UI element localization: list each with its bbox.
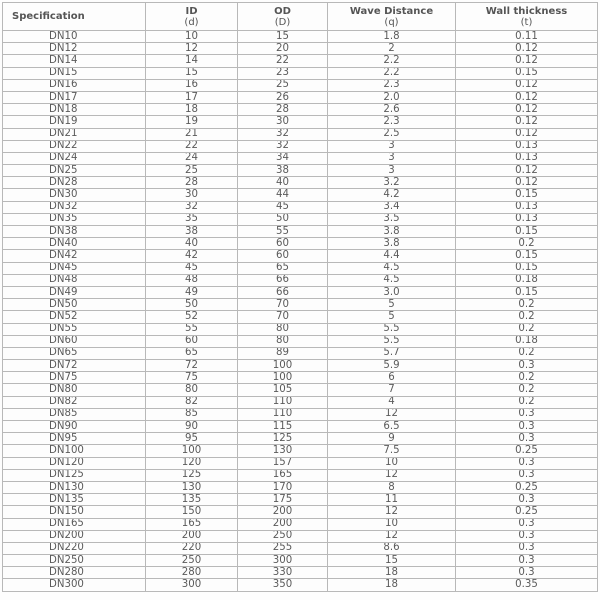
id-cell: 280 bbox=[146, 567, 238, 579]
specification-cell: DN220 bbox=[3, 542, 146, 554]
table-row bbox=[3, 140, 598, 152]
table-row bbox=[3, 396, 598, 408]
id-cell: 21 bbox=[146, 128, 238, 140]
wave-distance-cell: 3.8 bbox=[328, 238, 456, 250]
specification-cell: DN17 bbox=[3, 91, 146, 103]
wave-distance-cell: 18 bbox=[328, 567, 456, 579]
specification-cell: DN120 bbox=[3, 457, 146, 469]
table-row bbox=[3, 323, 598, 335]
table-row bbox=[3, 311, 598, 323]
wall-thickness-cell: 0.11 bbox=[456, 31, 598, 43]
wave-distance-cell: 2.0 bbox=[328, 91, 456, 103]
specification-cell: DN80 bbox=[3, 384, 146, 396]
id-cell: 72 bbox=[146, 360, 238, 372]
wave-distance-cell: 4.5 bbox=[328, 274, 456, 286]
wall-thickness-cell: 0.12 bbox=[456, 177, 598, 189]
table-row bbox=[3, 494, 598, 506]
id-cell: 85 bbox=[146, 408, 238, 420]
wave-distance-cell: 3.4 bbox=[328, 201, 456, 213]
id-cell: 55 bbox=[146, 323, 238, 335]
table-row bbox=[3, 555, 598, 567]
od-cell: 26 bbox=[238, 91, 328, 103]
specification-cell: DN40 bbox=[3, 238, 146, 250]
id-cell: 80 bbox=[146, 384, 238, 396]
wall-thickness-cell: 0.3 bbox=[456, 469, 598, 481]
od-cell: 34 bbox=[238, 152, 328, 164]
id-cell: 15 bbox=[146, 67, 238, 79]
id-cell: 75 bbox=[146, 372, 238, 384]
specification-cell: DN19 bbox=[3, 116, 146, 128]
id-cell: 35 bbox=[146, 213, 238, 225]
specification-cell: DN45 bbox=[3, 262, 146, 274]
od-cell: 250 bbox=[238, 530, 328, 542]
table-row bbox=[3, 55, 598, 67]
specification-cell: DN10 bbox=[3, 31, 146, 43]
table-row bbox=[3, 91, 598, 103]
table-row bbox=[3, 360, 598, 372]
table-row bbox=[3, 347, 598, 359]
specification-cell: DN165 bbox=[3, 518, 146, 530]
table-row bbox=[3, 567, 598, 579]
wall-thickness-cell: 0.13 bbox=[456, 152, 598, 164]
table-row bbox=[3, 433, 598, 445]
wall-thickness-cell: 0.15 bbox=[456, 250, 598, 262]
od-cell: 28 bbox=[238, 104, 328, 116]
specification-cell: DN25 bbox=[3, 165, 146, 177]
wall-thickness-cell: 0.12 bbox=[456, 91, 598, 103]
id-cell: 82 bbox=[146, 396, 238, 408]
wave-distance-cell: 3.8 bbox=[328, 226, 456, 238]
wave-distance-header-sub: (q) bbox=[384, 16, 399, 28]
od-cell: 55 bbox=[238, 226, 328, 238]
id-cell: 300 bbox=[146, 579, 238, 591]
wall-thickness-cell: 0.15 bbox=[456, 67, 598, 79]
id-cell: 250 bbox=[146, 555, 238, 567]
od-cell: 20 bbox=[238, 43, 328, 55]
wave-distance-cell: 12 bbox=[328, 530, 456, 542]
specification-cell: DN49 bbox=[3, 286, 146, 298]
od-cell: 80 bbox=[238, 323, 328, 335]
wall-thickness-cell: 0.15 bbox=[456, 286, 598, 298]
wall-thickness-cell: 0.3 bbox=[456, 433, 598, 445]
wall-thickness-cell: 0.12 bbox=[456, 104, 598, 116]
od-cell: 157 bbox=[238, 457, 328, 469]
table-row bbox=[3, 128, 598, 140]
specification-cell: DN50 bbox=[3, 299, 146, 311]
wave-distance-cell: 5 bbox=[328, 311, 456, 323]
specification-cell: DN55 bbox=[3, 323, 146, 335]
wall-thickness-cell: 0.2 bbox=[456, 347, 598, 359]
specification-cell: DN18 bbox=[3, 104, 146, 116]
specification-cell: DN150 bbox=[3, 506, 146, 518]
wall-thickness-cell: 0.15 bbox=[456, 226, 598, 238]
wall-thickness-cell: 0.12 bbox=[456, 116, 598, 128]
specification-cell: DN300 bbox=[3, 579, 146, 591]
specification-cell: DN22 bbox=[3, 140, 146, 152]
id-cell: 220 bbox=[146, 542, 238, 554]
specification-cell: DN48 bbox=[3, 274, 146, 286]
od-cell: 175 bbox=[238, 494, 328, 506]
od-cell: 70 bbox=[238, 299, 328, 311]
id-cell: 10 bbox=[146, 31, 238, 43]
id-cell: 60 bbox=[146, 335, 238, 347]
wave-distance-cell: 2.2 bbox=[328, 67, 456, 79]
table-row bbox=[3, 335, 598, 347]
id-cell: 48 bbox=[146, 274, 238, 286]
wave-distance-cell: 5 bbox=[328, 299, 456, 311]
id-cell: 17 bbox=[146, 91, 238, 103]
id-cell: 125 bbox=[146, 469, 238, 481]
wave-distance-cell: 2.5 bbox=[328, 128, 456, 140]
od-cell: 255 bbox=[238, 542, 328, 554]
od-cell: 89 bbox=[238, 347, 328, 359]
table-row bbox=[3, 250, 598, 262]
specification-cell: DN85 bbox=[3, 408, 146, 420]
specification-cell: DN35 bbox=[3, 213, 146, 225]
wall-thickness-cell: 0.12 bbox=[456, 79, 598, 91]
wave-distance-cell: 6.5 bbox=[328, 421, 456, 433]
id-cell: 38 bbox=[146, 226, 238, 238]
id-cell: 22 bbox=[146, 140, 238, 152]
od-cell: 350 bbox=[238, 579, 328, 591]
id-cell: 150 bbox=[146, 506, 238, 518]
table-row bbox=[3, 79, 598, 91]
specification-cell: DN72 bbox=[3, 360, 146, 372]
id-cell: 49 bbox=[146, 286, 238, 298]
wave-distance-cell: 7 bbox=[328, 384, 456, 396]
wave-distance-cell: 4.4 bbox=[328, 250, 456, 262]
wave-distance-cell: 4.2 bbox=[328, 189, 456, 201]
od-cell: 32 bbox=[238, 128, 328, 140]
od-cell: 130 bbox=[238, 445, 328, 457]
wall-thickness-cell: 0.13 bbox=[456, 201, 598, 213]
wave-distance-cell: 2.6 bbox=[328, 104, 456, 116]
id-cell: 100 bbox=[146, 445, 238, 457]
table-row bbox=[3, 481, 598, 493]
od-cell: 50 bbox=[238, 213, 328, 225]
od-cell: 25 bbox=[238, 79, 328, 91]
wall-thickness-cell: 0.15 bbox=[456, 189, 598, 201]
table-row bbox=[3, 226, 598, 238]
specification-cell: DN250 bbox=[3, 555, 146, 567]
wall-thickness-cell: 0.3 bbox=[456, 518, 598, 530]
od-cell: 60 bbox=[238, 238, 328, 250]
wave-distance-cell: 3.5 bbox=[328, 213, 456, 225]
specification-cell: DN125 bbox=[3, 469, 146, 481]
specification-cell: DN82 bbox=[3, 396, 146, 408]
wall-thickness-cell: 0.25 bbox=[456, 481, 598, 493]
wave-distance-cell: 2.3 bbox=[328, 79, 456, 91]
table-row bbox=[3, 579, 598, 591]
specification-table bbox=[2, 2, 598, 592]
od-cell: 105 bbox=[238, 384, 328, 396]
specification-cell: DN28 bbox=[3, 177, 146, 189]
table-row bbox=[3, 189, 598, 201]
wall-thickness-header-sub: (t) bbox=[520, 16, 533, 28]
wave-distance-cell: 8.6 bbox=[328, 542, 456, 554]
table-row bbox=[3, 457, 598, 469]
id-cell: 40 bbox=[146, 238, 238, 250]
table-row bbox=[3, 104, 598, 116]
od-cell: 100 bbox=[238, 372, 328, 384]
od-cell: 200 bbox=[238, 506, 328, 518]
wave-distance-cell: 3 bbox=[328, 165, 456, 177]
wave-distance-cell: 1.8 bbox=[328, 31, 456, 43]
wall-thickness-cell: 0.25 bbox=[456, 506, 598, 518]
id-cell: 165 bbox=[146, 518, 238, 530]
wall-thickness-cell: 0.3 bbox=[456, 360, 598, 372]
wave-distance-cell: 12 bbox=[328, 408, 456, 420]
wall-thickness-cell: 0.2 bbox=[456, 238, 598, 250]
id-cell: 50 bbox=[146, 299, 238, 311]
wave-distance-cell: 3 bbox=[328, 152, 456, 164]
wave-distance-cell: 10 bbox=[328, 518, 456, 530]
table-row bbox=[3, 506, 598, 518]
wall-thickness-cell: 0.2 bbox=[456, 396, 598, 408]
wave-distance-header-label: Wave Distance bbox=[349, 5, 434, 17]
od-cell: 66 bbox=[238, 286, 328, 298]
wall-thickness-cell: 0.2 bbox=[456, 384, 598, 396]
od-cell: 44 bbox=[238, 189, 328, 201]
od-cell: 110 bbox=[238, 396, 328, 408]
wall-thickness-cell: 0.3 bbox=[456, 494, 598, 506]
id-cell: 18 bbox=[146, 104, 238, 116]
wave-distance-cell: 11 bbox=[328, 494, 456, 506]
wave-distance-cell: 4 bbox=[328, 396, 456, 408]
id-cell: 95 bbox=[146, 433, 238, 445]
od-cell: 100 bbox=[238, 360, 328, 372]
od-cell: 170 bbox=[238, 481, 328, 493]
od-cell: 66 bbox=[238, 274, 328, 286]
wall-thickness-cell: 0.18 bbox=[456, 274, 598, 286]
table-row bbox=[3, 421, 598, 433]
od-cell: 30 bbox=[238, 116, 328, 128]
od-cell: 125 bbox=[238, 433, 328, 445]
wall-thickness-cell: 0.3 bbox=[456, 555, 598, 567]
table-row bbox=[3, 274, 598, 286]
od-cell: 38 bbox=[238, 165, 328, 177]
wall-thickness-cell: 0.3 bbox=[456, 567, 598, 579]
od-header bbox=[238, 3, 328, 31]
od-cell: 22 bbox=[238, 55, 328, 67]
od-cell: 165 bbox=[238, 469, 328, 481]
wave-distance-cell: 7.5 bbox=[328, 445, 456, 457]
wave-distance-cell: 2.3 bbox=[328, 116, 456, 128]
wall-thickness-cell: 0.3 bbox=[456, 457, 598, 469]
id-cell: 45 bbox=[146, 262, 238, 274]
od-cell: 23 bbox=[238, 67, 328, 79]
specification-header-label: Specification bbox=[12, 11, 85, 22]
id-cell: 12 bbox=[146, 43, 238, 55]
od-cell: 200 bbox=[238, 518, 328, 530]
table-row bbox=[3, 372, 598, 384]
table-row bbox=[3, 408, 598, 420]
wave-distance-cell: 15 bbox=[328, 555, 456, 567]
wave-distance-cell: 2.2 bbox=[328, 55, 456, 67]
od-header-sub: (D) bbox=[274, 16, 291, 28]
wave-distance-cell: 3 bbox=[328, 140, 456, 152]
specification-cell: DN280 bbox=[3, 567, 146, 579]
id-cell: 90 bbox=[146, 421, 238, 433]
id-cell: 65 bbox=[146, 347, 238, 359]
specification-cell: DN30 bbox=[3, 189, 146, 201]
wave-distance-cell: 5.7 bbox=[328, 347, 456, 359]
id-header bbox=[146, 3, 238, 31]
table-row bbox=[3, 469, 598, 481]
wall-thickness-cell: 0.2 bbox=[456, 372, 598, 384]
specification-cell: DN75 bbox=[3, 372, 146, 384]
id-cell: 24 bbox=[146, 152, 238, 164]
specification-cell: DN38 bbox=[3, 226, 146, 238]
id-cell: 135 bbox=[146, 494, 238, 506]
table-row bbox=[3, 152, 598, 164]
od-cell: 330 bbox=[238, 567, 328, 579]
id-cell: 130 bbox=[146, 481, 238, 493]
wall-thickness-cell: 0.12 bbox=[456, 128, 598, 140]
id-cell: 120 bbox=[146, 457, 238, 469]
table-row bbox=[3, 67, 598, 79]
od-cell: 115 bbox=[238, 421, 328, 433]
wave-distance-cell: 3.0 bbox=[328, 286, 456, 298]
specification-cell: DN15 bbox=[3, 67, 146, 79]
wall-thickness-cell: 0.35 bbox=[456, 579, 598, 591]
wave-distance-cell: 2 bbox=[328, 43, 456, 55]
wall-thickness-cell: 0.13 bbox=[456, 213, 598, 225]
table-row bbox=[3, 201, 598, 213]
od-cell: 60 bbox=[238, 250, 328, 262]
wave-distance-cell: 5.9 bbox=[328, 360, 456, 372]
specification-cell: DN14 bbox=[3, 55, 146, 67]
table-row bbox=[3, 238, 598, 250]
specification-cell: DN100 bbox=[3, 445, 146, 457]
wave-distance-header bbox=[328, 3, 456, 31]
table-row bbox=[3, 299, 598, 311]
table-body bbox=[3, 31, 598, 592]
id-cell: 32 bbox=[146, 201, 238, 213]
table-row bbox=[3, 384, 598, 396]
wall-thickness-cell: 0.18 bbox=[456, 335, 598, 347]
table-row bbox=[3, 445, 598, 457]
table-row bbox=[3, 31, 598, 43]
id-header-sub: (d) bbox=[184, 16, 199, 28]
id-cell: 42 bbox=[146, 250, 238, 262]
wall-thickness-cell: 0.25 bbox=[456, 445, 598, 457]
specification-cell: DN60 bbox=[3, 335, 146, 347]
id-cell: 19 bbox=[146, 116, 238, 128]
specification-cell: DN200 bbox=[3, 530, 146, 542]
table-row bbox=[3, 530, 598, 542]
wall-thickness-cell: 0.3 bbox=[456, 421, 598, 433]
id-cell: 52 bbox=[146, 311, 238, 323]
table-row bbox=[3, 165, 598, 177]
od-cell: 110 bbox=[238, 408, 328, 420]
od-cell: 65 bbox=[238, 262, 328, 274]
table-header-row bbox=[3, 3, 598, 31]
table-row bbox=[3, 286, 598, 298]
wall-thickness-cell: 0.12 bbox=[456, 43, 598, 55]
specification-cell: DN130 bbox=[3, 481, 146, 493]
wave-distance-cell: 12 bbox=[328, 469, 456, 481]
table-row bbox=[3, 542, 598, 554]
wave-distance-cell: 3.2 bbox=[328, 177, 456, 189]
specification-cell: DN52 bbox=[3, 311, 146, 323]
id-header-label: ID bbox=[185, 5, 198, 17]
wave-distance-cell: 18 bbox=[328, 579, 456, 591]
specification-cell: DN135 bbox=[3, 494, 146, 506]
id-cell: 28 bbox=[146, 177, 238, 189]
specification-cell: DN90 bbox=[3, 421, 146, 433]
specification-cell: DN16 bbox=[3, 79, 146, 91]
od-cell: 32 bbox=[238, 140, 328, 152]
wall-thickness-cell: 0.12 bbox=[456, 165, 598, 177]
table-row bbox=[3, 116, 598, 128]
id-cell: 25 bbox=[146, 165, 238, 177]
specification-cell: DN65 bbox=[3, 347, 146, 359]
table-row bbox=[3, 262, 598, 274]
wall-thickness-cell: 0.12 bbox=[456, 55, 598, 67]
wave-distance-cell: 6 bbox=[328, 372, 456, 384]
table-row bbox=[3, 213, 598, 225]
specification-cell: DN95 bbox=[3, 433, 146, 445]
wave-distance-cell: 9 bbox=[328, 433, 456, 445]
wave-distance-cell: 4.5 bbox=[328, 262, 456, 274]
wave-distance-cell: 10 bbox=[328, 457, 456, 469]
od-cell: 80 bbox=[238, 335, 328, 347]
wave-distance-cell: 5.5 bbox=[328, 323, 456, 335]
od-cell: 40 bbox=[238, 177, 328, 189]
specification-cell: DN21 bbox=[3, 128, 146, 140]
wall-thickness-cell: 0.3 bbox=[456, 408, 598, 420]
wall-thickness-header-label: Wall thickness bbox=[485, 5, 568, 17]
wall-thickness-cell: 0.2 bbox=[456, 299, 598, 311]
od-cell: 300 bbox=[238, 555, 328, 567]
specification-cell: DN42 bbox=[3, 250, 146, 262]
wave-distance-cell: 8 bbox=[328, 481, 456, 493]
wall-thickness-cell: 0.15 bbox=[456, 262, 598, 274]
wall-thickness-cell: 0.13 bbox=[456, 140, 598, 152]
wall-thickness-cell: 0.3 bbox=[456, 530, 598, 542]
od-cell: 45 bbox=[238, 201, 328, 213]
wall-thickness-cell: 0.3 bbox=[456, 542, 598, 554]
specification-cell: DN12 bbox=[3, 43, 146, 55]
od-cell: 70 bbox=[238, 311, 328, 323]
id-cell: 14 bbox=[146, 55, 238, 67]
od-cell: 15 bbox=[238, 31, 328, 43]
table-row bbox=[3, 43, 598, 55]
specification-cell: DN32 bbox=[3, 201, 146, 213]
specification-header bbox=[3, 3, 146, 31]
od-header-label: OD bbox=[274, 5, 291, 17]
id-cell: 200 bbox=[146, 530, 238, 542]
wave-distance-cell: 12 bbox=[328, 506, 456, 518]
id-cell: 16 bbox=[146, 79, 238, 91]
wall-thickness-cell: 0.2 bbox=[456, 323, 598, 335]
table-row bbox=[3, 177, 598, 189]
specification-cell: DN24 bbox=[3, 152, 146, 164]
wave-distance-cell: 5.5 bbox=[328, 335, 456, 347]
wall-thickness-cell: 0.2 bbox=[456, 311, 598, 323]
table-row bbox=[3, 518, 598, 530]
wall-thickness-header bbox=[456, 3, 598, 31]
id-cell: 30 bbox=[146, 189, 238, 201]
